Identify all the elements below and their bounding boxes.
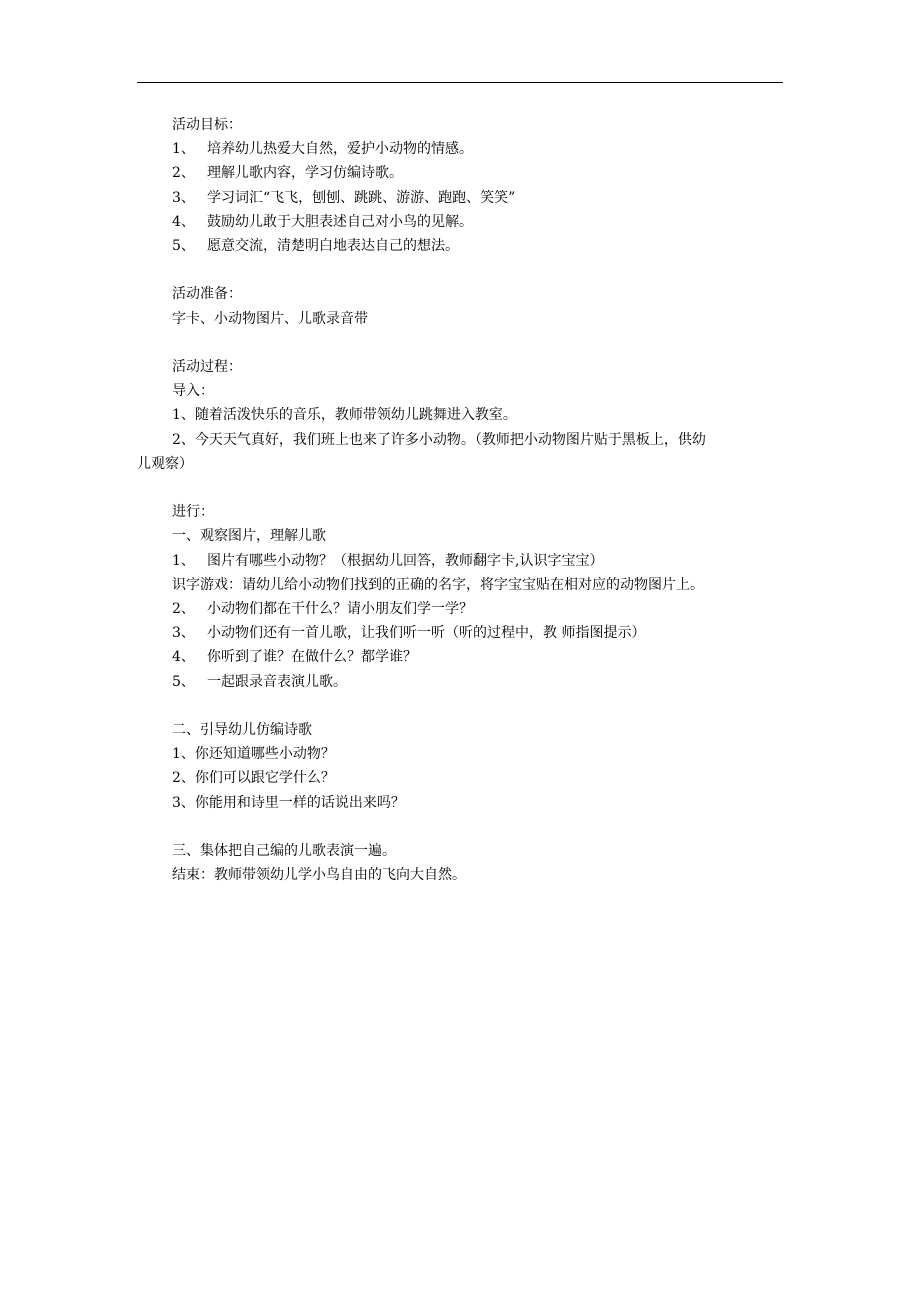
goal-text: 学习词汇“飞飞，刨刨、跳跳、游游、跑跑、笑笑” — [207, 189, 516, 206]
goal-item — [172, 234, 792, 258]
goal-text: 培养幼儿热爱大自然，爱护小动物的情感。 — [207, 141, 473, 158]
goal-number: 5、 — [172, 238, 195, 255]
part1-number: 2、 — [172, 601, 195, 618]
spacer — [172, 331, 792, 355]
proceed-heading: 进行： — [172, 504, 214, 521]
preparation-text: 字卡、小动物图片、儿歌录音带 — [172, 310, 368, 327]
goals-heading: 活动目标： — [172, 117, 242, 133]
preparation-heading: 活动准备： — [172, 286, 242, 303]
intro-label: 导入： — [172, 383, 214, 400]
goal-number: 2、 — [172, 165, 195, 182]
header-rule — [137, 82, 783, 83]
goal-item — [172, 137, 792, 161]
goal-text: 理解儿歌内容，学习仿编诗歌。 — [207, 165, 403, 182]
part1-number: 1、 — [172, 552, 195, 569]
goal-number: 3、 — [172, 189, 195, 206]
part1-text: 小动物们还有一首儿歌，让我们听一听（听的过程中，教 师指图提示） — [207, 625, 646, 642]
part1-number: 3、 — [172, 625, 195, 642]
goal-item — [172, 161, 792, 185]
part1-item — [172, 645, 792, 669]
goal-text: 鼓励幼儿敢于大胆表述自己对小鸟的见解。 — [207, 213, 473, 230]
part1-text: 你听到了谁？在做什么？都学谁？ — [207, 649, 417, 666]
part2-item: 2、你们可以跟它学什么？ — [172, 770, 335, 787]
part1-text: 小动物们都在干什么？请小朋友们学一学？ — [207, 601, 473, 618]
spacer — [172, 476, 792, 500]
spacer — [172, 694, 792, 718]
part2-item: 1、你还知道哪些小动物？ — [172, 746, 335, 763]
intro-step-2: 2、今天天气真好，我们班上也来了许多小动物。（教师把小动物图片贴于黑板上，供幼 — [172, 431, 706, 448]
spacer — [172, 815, 792, 839]
process-heading: 活动过程： — [172, 359, 242, 375]
part1-number: 5、 — [172, 673, 195, 690]
part2-title: 二、引导幼儿仿编诗歌 — [172, 722, 312, 739]
part1-item — [172, 670, 792, 694]
goal-item — [172, 210, 792, 234]
document-body — [137, 113, 792, 887]
part1-number: 4、 — [172, 649, 195, 666]
intro-step-2-continued: 儿观察） — [137, 455, 193, 472]
part3-title: 三、集体把自己编的儿歌表演一遍。 — [172, 843, 396, 860]
spacer — [172, 258, 792, 282]
goal-number: 4、 — [172, 213, 195, 230]
goal-item — [172, 186, 792, 210]
part1-text: 图片有哪些小动物？（根据幼儿回答，教师翻字卡,认识字宝宝） — [207, 552, 604, 569]
part2-item: 3、你能用和诗里一样的话说出来吗？ — [172, 794, 405, 811]
intro-step-1: 1、随着活泼快乐的音乐，教师带领幼儿跳舞进入教室。 — [172, 407, 517, 424]
part1-title: 一、观察图片，理解儿歌 — [172, 528, 326, 545]
ending: 结束：教师带领幼儿学小鸟自由的飞向大自然。 — [172, 867, 466, 884]
word-game: 识字游戏：请幼儿给小动物们找到的正确的名字，将字宝宝贴在相对应的动物图片上。 — [172, 576, 704, 593]
goal-number: 1、 — [172, 141, 195, 158]
part1-item — [172, 621, 792, 645]
part1-item — [172, 549, 792, 573]
goal-text: 愿意交流，清楚明白地表达自己的想法。 — [207, 238, 459, 255]
part1-text: 一起跟录音表演儿歌。 — [207, 673, 347, 690]
part1-item — [172, 597, 792, 621]
